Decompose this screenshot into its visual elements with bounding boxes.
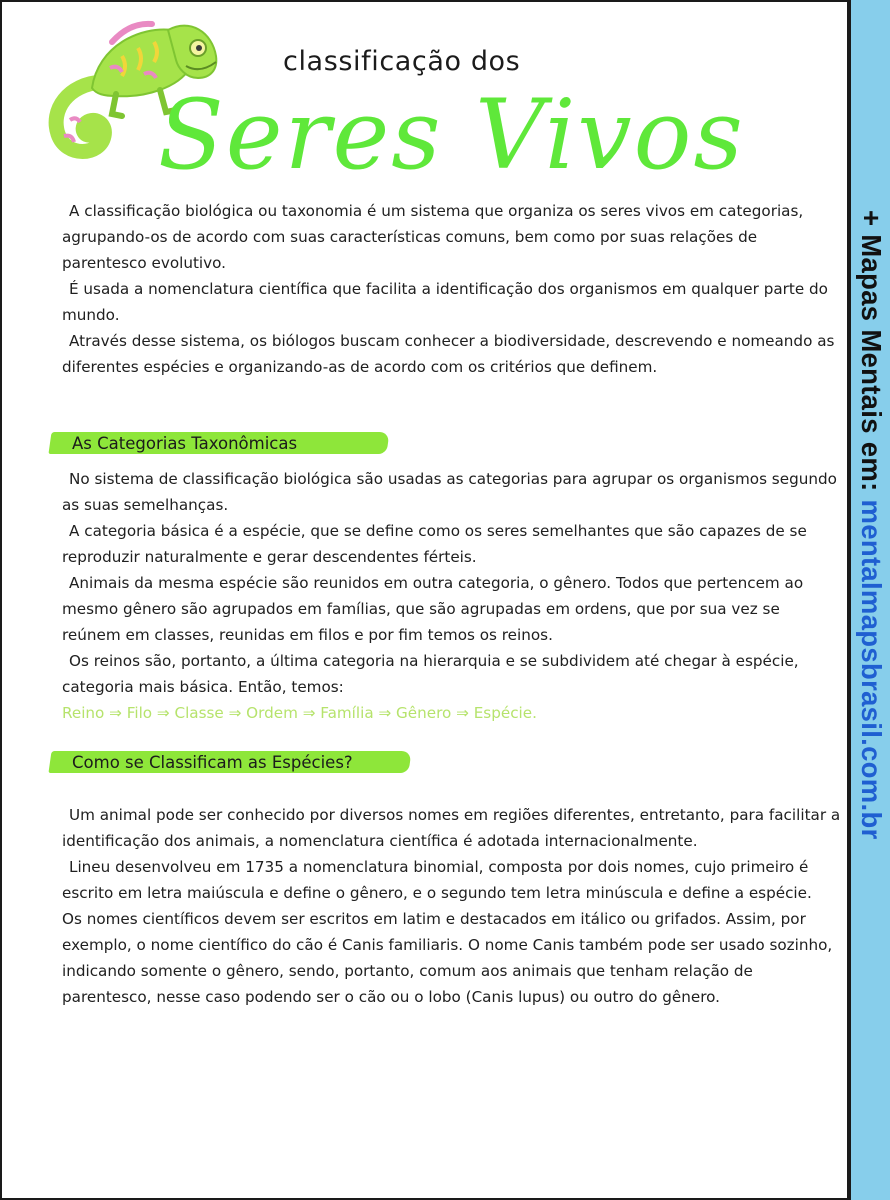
section-paragraph: A categoria básica é a espécie, que se define como os seres semelhantes que são capazes de se reproduzir naturalmente e gerar descendentes férteis.: [62, 522, 807, 566]
page-title: Seres Vivos: [158, 79, 745, 191]
section-paragraph: Os reinos são, portanto, a última categoria na hierarquia e se subdividem até chegar à espécie, categoria mais básica. Então, temos:: [62, 652, 799, 696]
intro-paragraph: É usada a nomenclatura científica que facilita a identificação dos organismos em qualquer parte do mundo.: [62, 280, 828, 324]
section-heading-taxonomic-categories: As Categorias Taxonômicas: [50, 430, 388, 458]
section-paragraph: Lineu desenvolveu em 1735 a nomenclatura binomial, composta por dois nomes, cujo primeiro é escrito em letra maiúscula e define o gênero, e o segundo tem letra minúscula e define a espécie.: [62, 858, 812, 902]
section-paragraph: Um animal pode ser conhecido por diversos nomes em regiões diferentes, entretanto, para facilitar a identificação dos animais, a nomenclatura científica é adotada internacionalmente.: [62, 806, 841, 850]
species-classification-text: [62, 802, 842, 1010]
intro-text: [62, 198, 842, 380]
taxonomic-categories-text: [62, 466, 842, 726]
subtitle: classificação dos: [283, 46, 521, 77]
section-paragraph: Animais da mesma espécie são reunidos em outra categoria, o gênero. Todos que pertencem ao mesmo gênero são agrupados em famílias, que são agrupadas em ordens, que por sua vez se reúnem em classes, reunidas em filos e por fim temos os reinos.: [62, 574, 804, 644]
side-banner: [849, 0, 890, 1200]
taxonomy-hierarchy: Reino ⇒ Filo ⇒ Classe ⇒ Ordem ⇒ Família ⇒ Gênero ⇒ Espécie.: [62, 704, 537, 722]
section-paragraph: Os nomes científicos devem ser escritos em latim e destacados em itálico ou grifados. Assim, por exemplo, o nome científico do cão é Canis familiaris. O nome Canis também pode ser usado sozinho, indicando somente o gênero, sendo, portanto, comum aos animais que tenham relação de parentesco, nesse caso podendo ser o cão ou o lobo (Canis lupus) ou outro do gênero.: [62, 910, 833, 1006]
intro-paragraph: A classificação biológica ou taxonomia é um sistema que organiza os seres vivos em categorias, agrupando-os de acordo com suas características comuns, bem como por suas relações de parentesco evolutivo.: [62, 202, 804, 272]
intro-paragraph: Através desse sistema, os biólogos buscam conhecer a biodiversidade, descrevendo e nomeando as diferentes espécies e organizando-as de acordo com os critérios que definem.: [62, 332, 835, 376]
section-paragraph: No sistema de classificação biológica são usadas as categorias para agrupar os organismos segundo as suas semelhanças.: [62, 470, 837, 514]
side-banner-text: [854, 210, 888, 840]
website-link[interactable]: mentalmapsbrasil.com.br: [856, 499, 887, 840]
section-heading-species-classification: Como se Classificam as Espécies?: [50, 749, 410, 777]
side-banner-prefix: + Mapas Mentais em:: [856, 210, 887, 500]
